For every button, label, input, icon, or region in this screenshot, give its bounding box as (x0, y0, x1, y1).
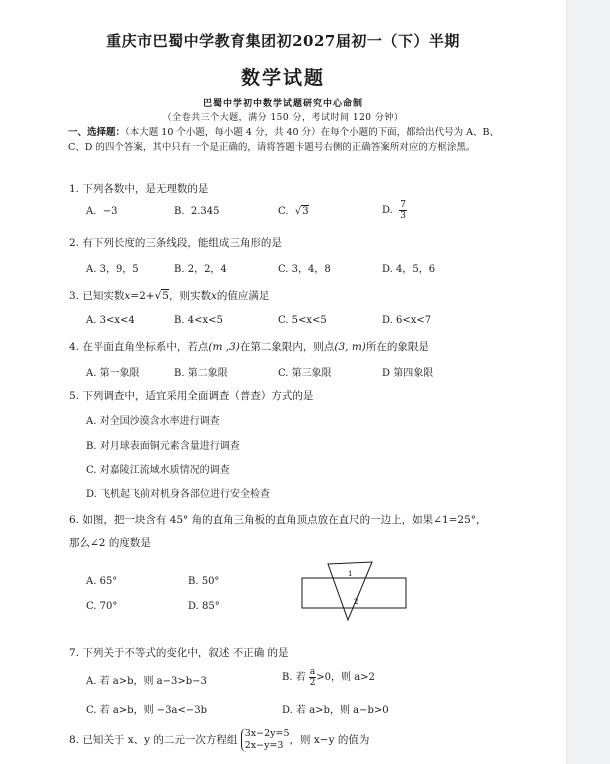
angle-1-label: 1 (348, 570, 353, 578)
question-6-option-d: D. 85° (188, 601, 220, 612)
equation-system (241, 728, 290, 752)
math-expr: =2+ (130, 290, 155, 302)
exam-title: 重庆市巴蜀中学教育集团初2027届初一（下）半期 (106, 32, 460, 50)
question-7-option-d: D. 若 a>b，则 a−b>0 (282, 705, 389, 716)
question-1-option-d (382, 200, 407, 221)
question-4-option-d: D 第四象限 (382, 368, 434, 379)
question-5-stem: 5. 下列调查中，适宜采用全面调查（普查）方式的是 (69, 390, 314, 402)
section1-instructions (68, 125, 508, 155)
question-4-stem (69, 339, 429, 354)
fraction-denominator: 2 (309, 678, 316, 688)
option-text: >0，则 a>2 (316, 672, 375, 683)
stem-text: 3. 已知实数 (69, 290, 125, 302)
stem-text: ，则 x−y 的值为 (289, 734, 370, 746)
option-label: B. (174, 206, 185, 217)
question-3-stem: 3. 已知实数x=2+√5，则实数x的值应满足 (69, 290, 270, 302)
question-2-option-a: A. 3，9，5 (86, 264, 139, 275)
angle-2-label: 2 (354, 598, 359, 606)
math-root: 5 (162, 290, 169, 302)
equation-1: 3x−2y=5 (244, 728, 290, 739)
stem-text: 在第二象限内，则点 (239, 341, 335, 353)
option-value: 2.345 (190, 206, 220, 217)
question-5-option-c: C. 对嘉陵江流域水质情况的调查 (86, 465, 230, 476)
option-value: 3 (302, 206, 309, 217)
stem-text: 8. 已知关于 x、y 的二元一次方程组 (69, 734, 238, 746)
option-label: C. (278, 206, 289, 217)
question-2-option-b: B. 2，2，4 (174, 264, 227, 275)
question-7-stem: 7. 下列关于不等式的变化中，叙述 不正确 的是 (69, 647, 289, 659)
subject-title: 数学试题 (240, 67, 325, 89)
question-4-option-c: C. 第三象限 (278, 368, 332, 379)
fraction-numerator: 7 (400, 200, 406, 210)
question-2-stem: 2. 有下列长度的三条线段，能组成三角形的是 (69, 237, 282, 249)
question-6-stem-line1: 6. 如图，把一块含有 45° 角的直角三角板的直角顶点放在直尺的一边上，如果∠1=25°， (69, 514, 487, 526)
question-2-option-d: D. 4，5，6 (382, 264, 436, 275)
section1-text: （本大题 10 个小题，每小题 4 分，共 40 分）在每个小题的下面，都给出代号为 A、B、C、D 的四个答案，其中只有一个是正确的，请将答题卡题号右侧的正确答案所对应的方框涂黑。 (68, 127, 499, 153)
question-1-stem: 1. 下列各数中，是无理数的是 (69, 183, 209, 195)
equation-2: 2x−y=3 (244, 740, 284, 751)
option-label: A. (86, 206, 97, 217)
question-5-option-a: A. 对全国沙漠含水率进行调查 (86, 416, 220, 427)
question-5-option-b: B. 对月球表面铜元素含量进行调查 (86, 441, 240, 452)
fraction-numerator: a (309, 667, 316, 677)
question-1-option-b (174, 206, 220, 217)
triangle-edge (328, 564, 348, 620)
viewer-side-gutter (566, 0, 610, 764)
question-3-option-b: B. 4<x<5 (174, 315, 223, 326)
question-6-option-b: B. 50° (188, 576, 220, 587)
stem-text: ，则实数 (168, 290, 211, 302)
ruler-triangle-figure (298, 558, 410, 626)
question-1-option-a (86, 206, 118, 217)
stem-text: 的值应满足 (216, 290, 270, 302)
question-6-option-a: A. 65° (86, 576, 118, 587)
point-2: (3, m) (334, 341, 366, 353)
fraction (399, 200, 407, 221)
math-var: x (124, 290, 131, 302)
question-6-option-c: C. 70° (86, 601, 118, 612)
section1-label: 一、选择题： (68, 127, 126, 138)
question-3-option-a: A. 3<x<4 (86, 315, 135, 326)
option-label: D. (382, 205, 393, 216)
question-5-option-d: D. 飞机起飞前对机身各部位进行安全检查 (86, 489, 271, 500)
question-6-stem-line2: 那么∠2 的度数是 (69, 537, 151, 549)
point-1: (m ,3) (208, 341, 240, 353)
question-3-option-d: D. 6<x<7 (382, 315, 432, 326)
question-3-option-c: C. 5<x<5 (278, 315, 327, 326)
question-1-option-c: C. √3 (278, 206, 309, 217)
question-7-option-b (282, 667, 375, 688)
math-var: x (210, 290, 217, 302)
stem-text: 4. 在平面直角坐标系中，若点 (69, 341, 209, 353)
option-value: −3 (102, 206, 118, 217)
question-4-option-a: A. 第一象限 (86, 368, 140, 379)
question-7-option-a: A. 若 a>b，则 a−3>b−3 (86, 676, 207, 687)
exam-info-line: （全卷共三个大题，满分 150 分，考试时间 120 分钟） (162, 113, 404, 123)
question-2-option-c: C. 3，4，8 (278, 264, 331, 275)
question-8-stem (69, 728, 369, 752)
question-7-option-c: C. 若 a>b，则 −3a<−3b (86, 705, 207, 716)
question-4-option-b: B. 第二象限 (174, 368, 228, 379)
organizer-line: 巴蜀中学初中数学试题研究中心命制 (202, 99, 363, 109)
option-text: B. 若 (282, 672, 306, 683)
stem-text: 所在的象限是 (365, 341, 429, 353)
fraction-denominator: 3 (400, 211, 406, 221)
